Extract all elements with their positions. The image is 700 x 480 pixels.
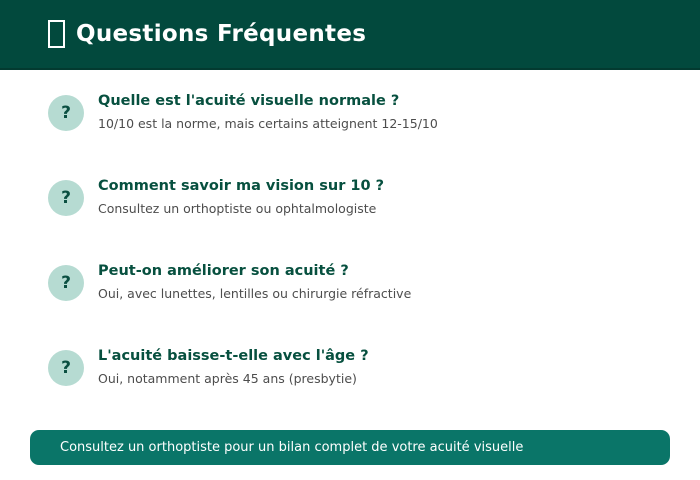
faq-item-1 [48,94,652,131]
consult-orthoptist-cta-button[interactable]: Consultez un orthoptiste pour un bilan complet de votre acuité visuelle [30,430,670,465]
faq-qa-3 [98,264,411,301]
page-header [0,0,700,70]
faq-item-4 [48,349,652,386]
faq-item-2 [48,179,652,216]
faq-item-3 [48,264,652,301]
faq-answer: 10/10 est la norme, mais certains atteignent 12-15/10 [98,116,438,132]
faq-list [0,70,700,386]
faq-qa-1 [98,94,438,131]
question-mark-badge-icon: ? [48,95,84,131]
faq-answer: Oui, notamment après 45 ans (presbytie) [98,371,357,387]
faq-question: L'acuité baisse-t-elle avec l'âge ? [98,348,369,365]
question-emoji-tofu-icon [48,20,65,48]
question-mark-badge-icon: ? [48,350,84,386]
faq-answer: Consultez un orthoptiste ou ophtalmologiste [98,201,377,217]
faq-question: Peut-on améliorer son acuité ? [98,263,349,280]
question-mark-badge-icon: ? [48,180,84,216]
faq-question: Comment savoir ma vision sur 10 ? [98,178,385,195]
faq-qa-4 [98,349,369,386]
faq-qa-2 [98,179,384,216]
page-title: Questions Fréquentes [76,21,367,47]
question-mark-badge-icon: ? [48,265,84,301]
faq-answer: Oui, avec lunettes, lentilles ou chirurgie réfractive [98,286,412,302]
faq-question: Quelle est l'acuité visuelle normale ? [98,93,400,110]
